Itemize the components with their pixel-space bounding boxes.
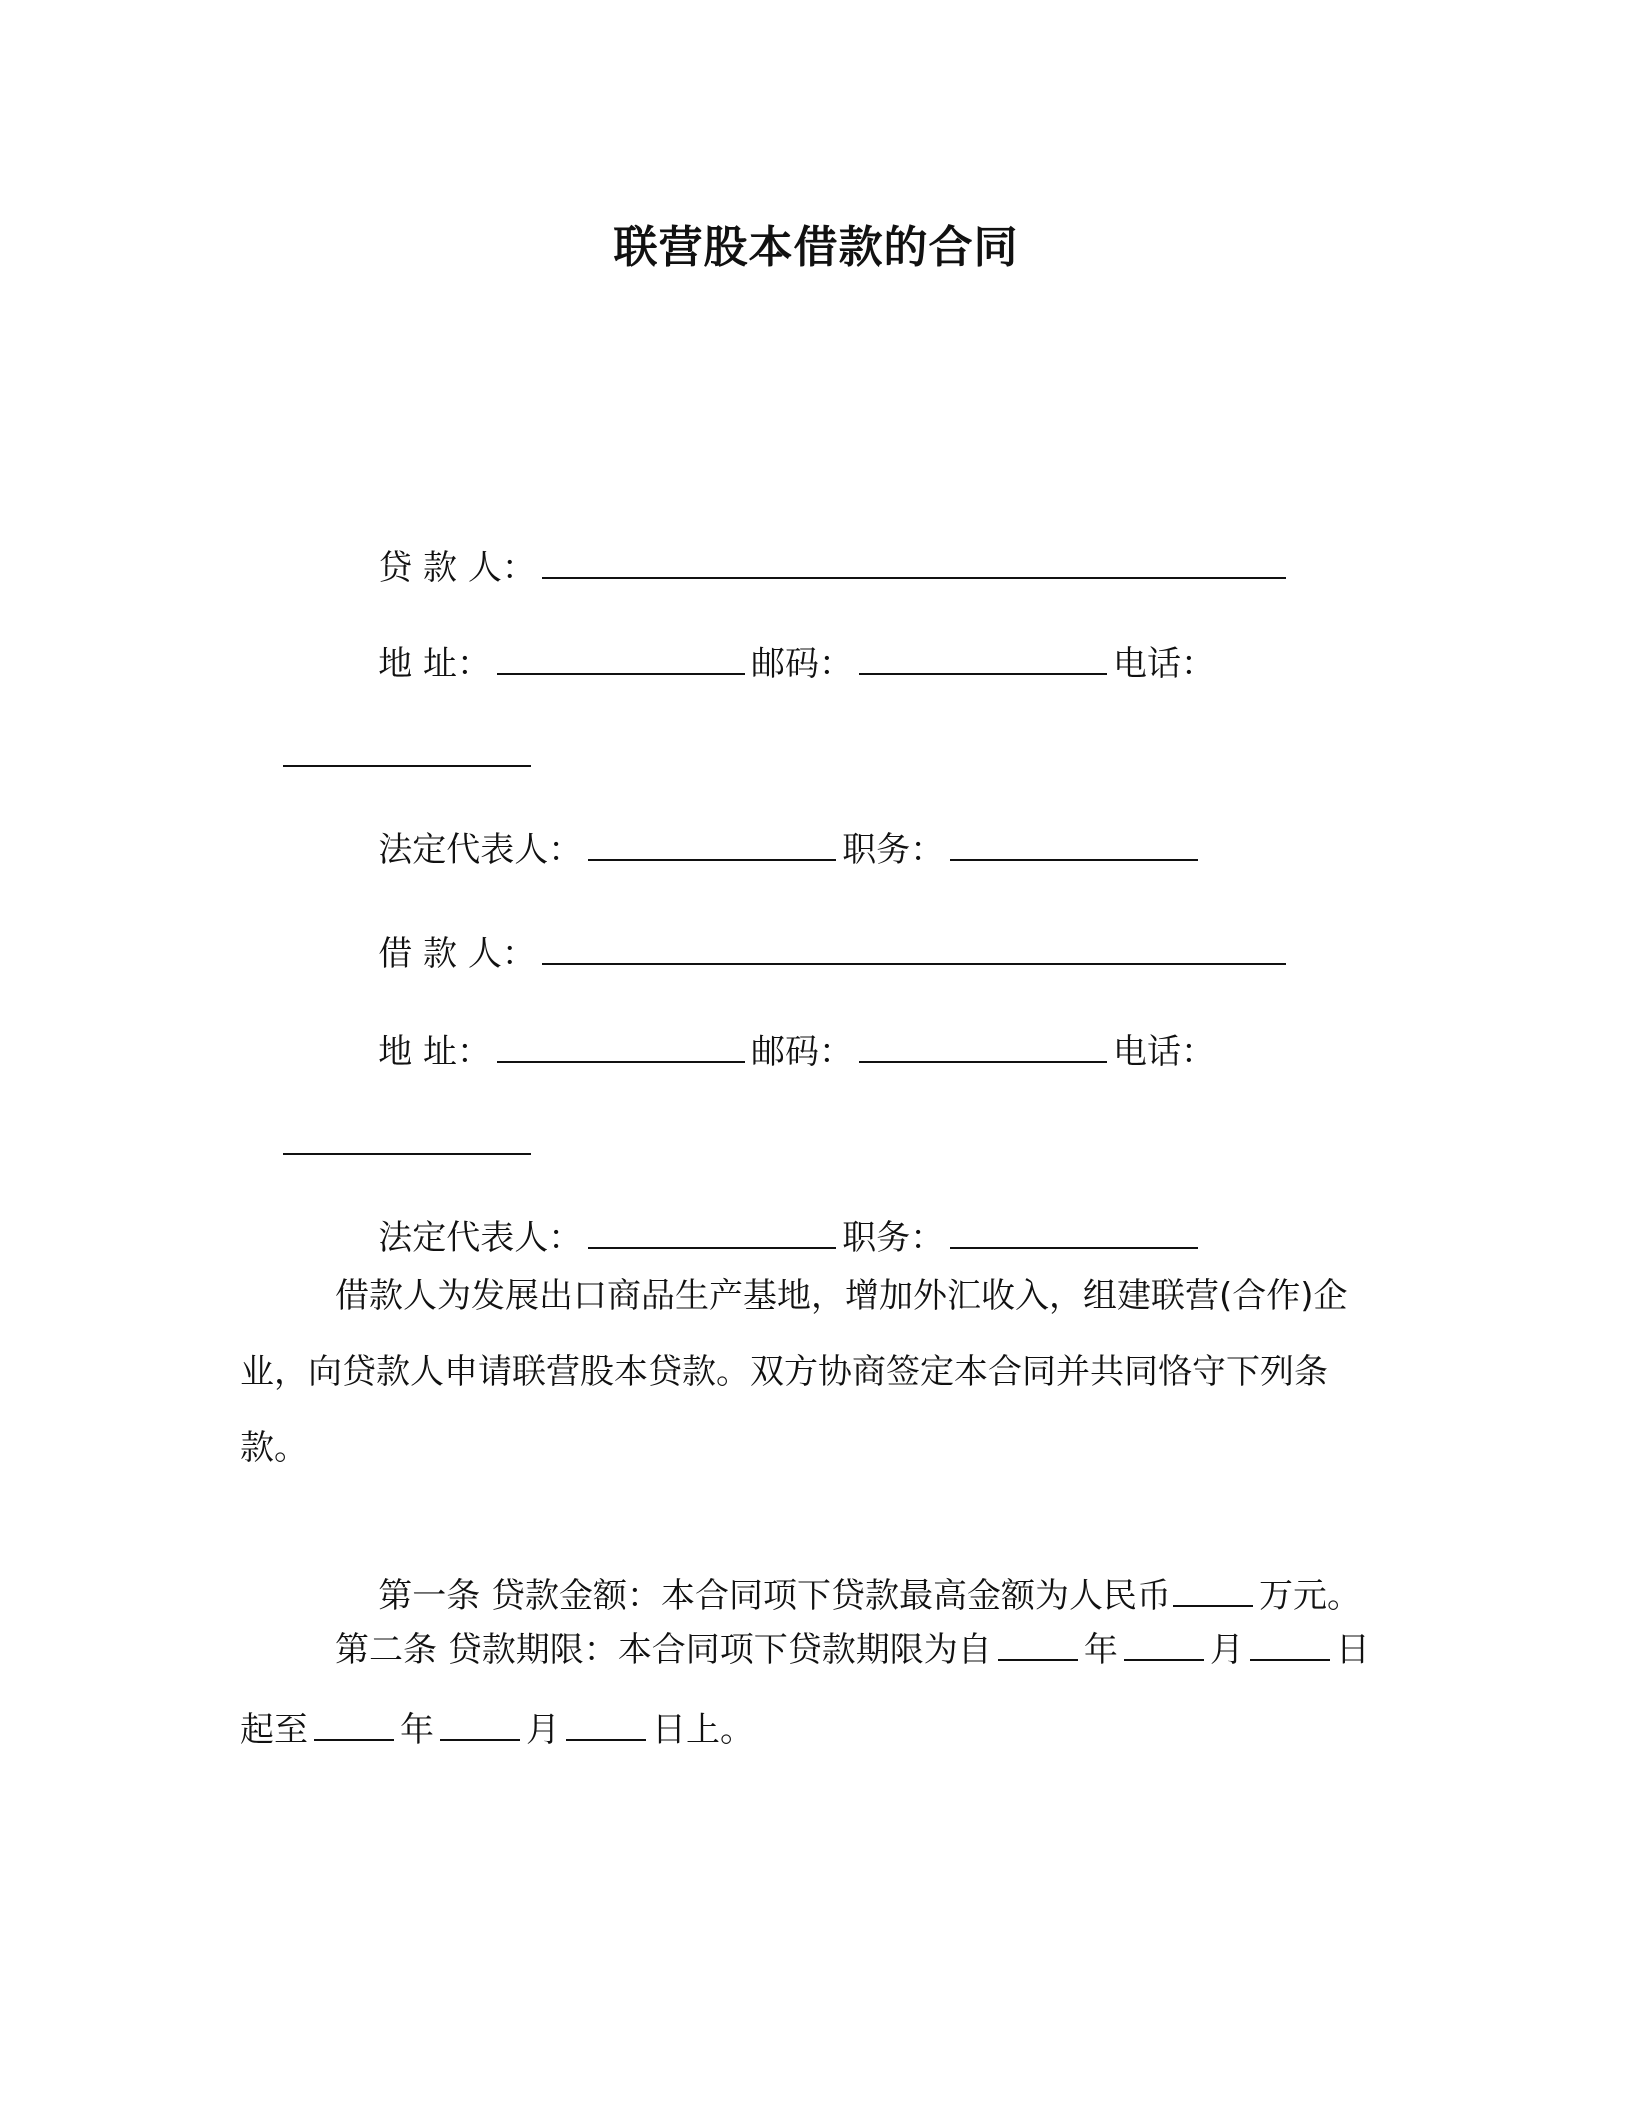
lender-postcode-blank[interactable]	[859, 643, 1107, 675]
borrower-phone-label: 电话：	[1113, 1032, 1216, 1072]
article-2-day1: 日起至	[240, 1630, 1370, 1750]
lender-address-blank[interactable]	[497, 643, 745, 675]
borrower-blank[interactable]	[542, 933, 1286, 965]
article-2-end-month-blank[interactable]	[440, 1709, 520, 1741]
borrower-phone-blank[interactable]	[283, 1123, 531, 1155]
lender-legal-rep-blank[interactable]	[588, 829, 836, 861]
lender-label: 贷 款 人：	[378, 548, 536, 588]
borrower-legal-rep-label: 法定代表人：	[378, 1218, 583, 1258]
borrower-postcode-blank[interactable]	[859, 1031, 1107, 1063]
article-2-end-day-blank[interactable]	[566, 1709, 646, 1741]
borrower-postcode-label: 邮码：	[751, 1032, 854, 1072]
borrower-legal-rep-blank[interactable]	[588, 1217, 836, 1249]
article-2	[240, 1610, 1400, 1770]
article-1-heading: 第一条 贷款金额：	[378, 1576, 662, 1616]
borrower-address-label: 地 址：	[378, 1032, 492, 1072]
lender-position-blank[interactable]	[950, 829, 1198, 861]
borrower-position-blank[interactable]	[950, 1217, 1198, 1249]
lender-position-label: 职务：	[842, 830, 945, 870]
lender-phone-label: 电话：	[1113, 644, 1216, 684]
intro-paragraph: 借款人为发展出口商品生产基地，增加外汇收入，组建联营(合作)企业，向贷款人申请联营股本贷款。双方协商签定本合同并共同恪守下列条款。	[240, 1276, 1348, 1468]
lender-postcode-label: 邮码：	[751, 644, 854, 684]
article-2-month1: 月	[1209, 1630, 1244, 1670]
borrower-address-blank[interactable]	[497, 1031, 745, 1063]
article-2-heading: 第二条 贷款期限：	[335, 1630, 618, 1670]
lender-address-label: 地 址：	[378, 644, 492, 684]
borrower-position-label: 职务：	[842, 1218, 945, 1258]
article-1-text: 本合同项下贷款最高金额为人民币	[661, 1576, 1172, 1616]
lender-legal-rep-label: 法定代表人：	[378, 830, 583, 870]
lender-phone-blank[interactable]	[283, 735, 531, 767]
article-1-amount-blank[interactable]	[1173, 1575, 1253, 1607]
lender-blank[interactable]	[542, 547, 1286, 579]
document-title: 联营股本借款的合同	[613, 222, 1019, 273]
article-2-year1: 年	[1083, 1630, 1118, 1670]
article-1-unit: 万元。	[1259, 1576, 1362, 1616]
borrower-label: 借 款 人：	[378, 934, 536, 974]
article-2-year2: 年	[400, 1710, 434, 1750]
article-2-start-year-blank[interactable]	[998, 1629, 1078, 1661]
article-2-start-month-blank[interactable]	[1124, 1629, 1204, 1661]
article-2-text: 本合同项下贷款期限为自	[617, 1630, 992, 1670]
article-2-month2: 月	[526, 1710, 560, 1750]
article-2-end-year-blank[interactable]	[314, 1709, 394, 1741]
article-2-day2: 日上。	[652, 1710, 754, 1750]
article-2-start-day-blank[interactable]	[1250, 1629, 1330, 1661]
